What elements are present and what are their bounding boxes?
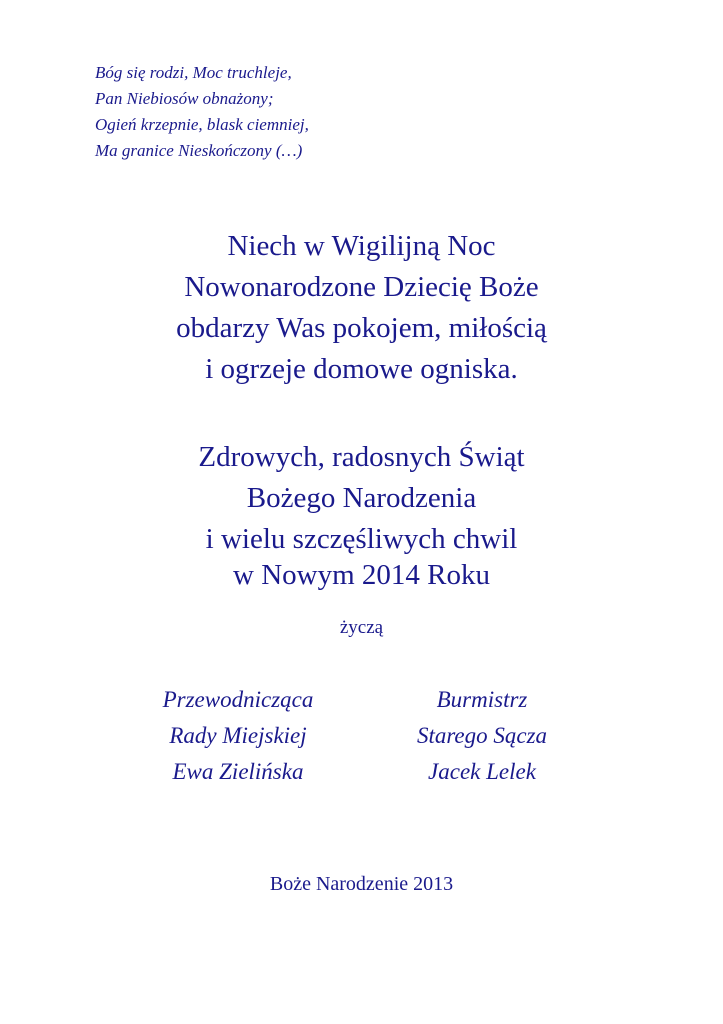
christmas-wish-holiday: [0, 437, 723, 590]
from-label: życzą: [339, 617, 384, 638]
signer-council-chair: [108, 682, 368, 790]
epigraph-line: Ma granice Nieskończony (…): [95, 141, 303, 160]
wish-line: Nowonarodzone Dziecię Boże: [184, 271, 539, 303]
wish-line: Zdrowych, radosnych Świąt: [198, 441, 525, 473]
signer-title: Burmistrz: [436, 687, 528, 712]
signer-mayor: [352, 682, 612, 790]
wish-line: i wielu szczęśliwych chwil: [205, 523, 518, 555]
epigraph-line: Pan Niebiosów obnażony;: [95, 89, 274, 108]
wish-line: obdarzy Was pokojem, miłością: [176, 312, 547, 344]
wish-line: i ogrzeje domowe ogniska.: [205, 353, 518, 385]
date-line: Boże Narodzenie 2013: [269, 873, 454, 895]
christmas-wish-main: [0, 226, 723, 390]
wish-line: Niech w Wigilijną Noc: [227, 230, 496, 262]
signer-title: Przewodnicząca: [162, 687, 314, 712]
signer-office: Starego Sącza: [416, 723, 548, 748]
signer-name: Jacek Lelek: [428, 759, 536, 784]
wish-line: Bożego Narodzenia: [246, 482, 477, 514]
signer-office: Rady Miejskiej: [169, 723, 307, 748]
signer-name: Ewa Zielińska: [172, 759, 304, 784]
epigraph-line: Bóg się rodzi, Moc truchleje,: [95, 63, 292, 82]
epigraph-line: Ogień krzepnie, blask ciemniej,: [95, 115, 309, 134]
wish-line: w Nowym 2014 Roku: [233, 559, 490, 591]
epigraph-poem: [95, 60, 309, 164]
